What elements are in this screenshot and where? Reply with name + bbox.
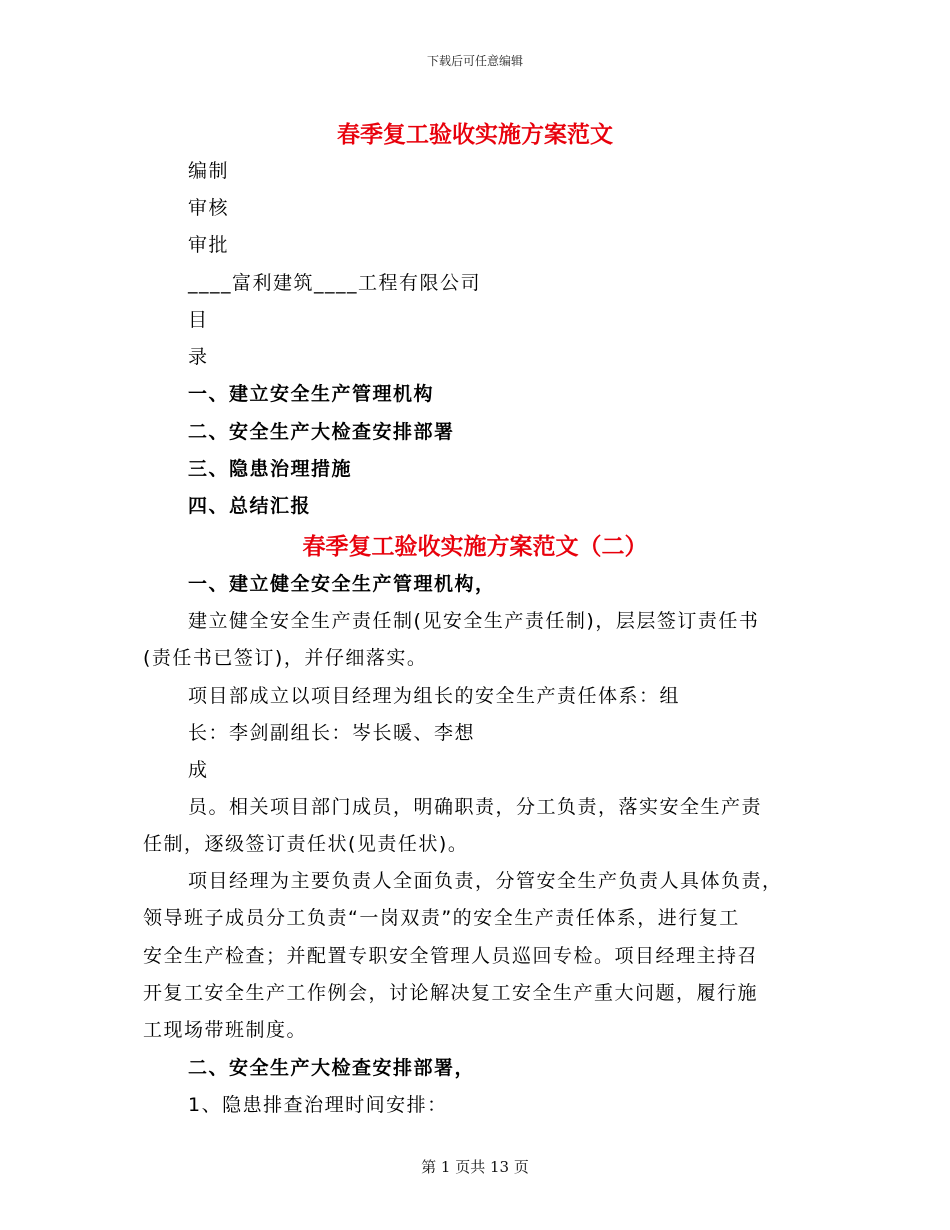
toc-item: 一、建立安全生产管理机构 xyxy=(188,383,435,405)
document-title: 春季复工验收实施方案范文 xyxy=(337,121,613,148)
body-line: (责任书已签订)，并仔细落实。 xyxy=(143,647,428,669)
section-heading: 二、安全生产大检查安排部署， xyxy=(188,1057,476,1079)
meta-reviewed: 审核 xyxy=(188,197,230,219)
body-line: 安全生产检查；并配置专职安全管理人员巡回专检。项目经理主持召 xyxy=(143,945,759,967)
body-line: 项目经理为主要负责人全面负责，分管安全生产负责人具体负责， xyxy=(188,870,783,892)
company-name: ____富利建筑____工程有限公司 xyxy=(188,272,482,294)
body-line: 成 xyxy=(188,759,209,781)
section-title: 春季复工验收实施方案范文（二） xyxy=(302,533,648,560)
toc-item: 二、安全生产大检查安排部署 xyxy=(188,421,455,443)
body-line: 工现场带班制度。 xyxy=(143,1019,308,1041)
body-line: 员。相关项目部门成员，明确职责，分工负责，落实安全生产责 xyxy=(188,796,763,818)
section-heading: 一、建立健全安全生产管理机构， xyxy=(188,573,496,595)
body-line: 项目部成立以项目经理为组长的安全生产责任体系：组 xyxy=(188,685,681,707)
page-footer: 第 1 页共 13 页 xyxy=(421,1158,529,1176)
body-line: 长：李剑副组长：岑长暖、李想 xyxy=(188,722,476,744)
body-line: 领导班子成员分工负责“一岗双责”的安全生产责任体系，进行复工 xyxy=(143,907,740,929)
body-line: 开复工安全生产工作例会，讨论解决复工安全生产重大问题，履行施 xyxy=(143,982,759,1004)
toc-heading-2: 录 xyxy=(188,346,209,368)
page-header: 下载后可任意编辑 xyxy=(426,54,523,68)
body-line: 建立健全安全生产责任制(见安全生产责任制)，层层签订责任书 xyxy=(188,610,760,632)
toc-heading-1: 目 xyxy=(188,309,209,331)
toc-item: 四、总结汇报 xyxy=(188,495,312,517)
body-line: 任制，逐级签订责任状(见责任状)。 xyxy=(143,833,469,855)
toc-item: 三、隐患治理措施 xyxy=(188,458,353,480)
meta-approved: 审批 xyxy=(188,234,230,256)
list-item: 1、隐患排查治理时间安排： xyxy=(188,1094,448,1116)
meta-compiled: 编制 xyxy=(188,160,230,182)
